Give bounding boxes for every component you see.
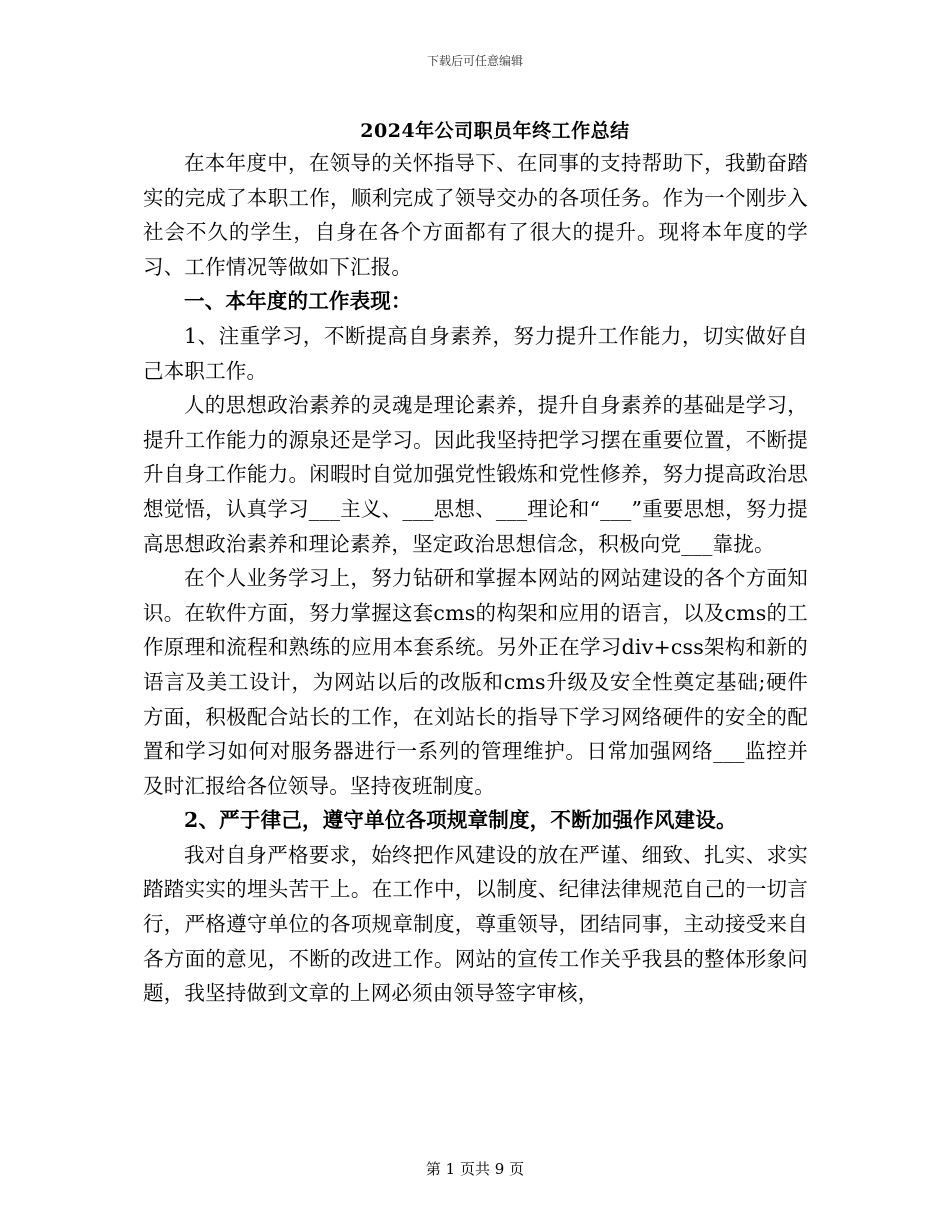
header-note: 下载后可任意编辑 <box>426 54 523 68</box>
paragraph-discipline: 我对自身严格要求，始终把作风建设的放在严谨、细致、扎实、求实踏踏实实的埋头苦干上。在工作中，以制度、纪律法律规范自己的一切言行，严格遵守单位的各项规章制度，尊重领导，团结同事，主动接受来自各方面的意见，不断的改进工作。网站的宣传工作关乎我县的整体形象问题，我坚持做到文章的上网必须由领导签字审核， <box>143 842 808 1006</box>
section-heading-1: 一、本年度的工作表现： <box>184 289 412 314</box>
subheading-2: 2、严于律己，遵守单位各项规章制度，不断加强作风建设。 <box>184 808 737 833</box>
document-body <box>143 146 808 1011</box>
paragraph-intro: 在本年度中，在领导的关怀指导下、在同事的支持帮助下，我勤奋踏实的完成了本职工作，顺利完成了领导交办的各项任务。作为一个刚步入社会不久的学生，自身在各个方面都有了很大的提升。现将本年度的学习、工作情况等做如下汇报。 <box>143 151 808 279</box>
document-title: 2024年公司职员年终工作总结 <box>360 120 630 142</box>
page-number: 第 1 页共 9 页 <box>425 1160 525 1178</box>
subheading-1: 1、注重学习，不断提高自身素养，努力提升工作能力，切实做好自己本职工作。 <box>143 323 808 383</box>
paragraph-business-study: 在个人业务学习上，努力钻研和掌握本网站的网站建设的各个方面知识。在软件方面，努力掌握这套cms的构架和应用的语言，以及cms的工作原理和流程和熟练的应用本套系统。另外正在学习div+css架构和新的语言及美工设计，为网站以后的改版和cms升级及安全性奠定基础;硬件方面，积极配合站长的工作，在刘站长的指导下学习网络硬件的安全的配置和学习如何对服务器进行一系列的管理维护。日常加强网络___监控并及时汇报给各位领导。坚持夜班制度。 <box>143 566 808 798</box>
paragraph-study: 人的思想政治素养的灵魂是理论素养，提升自身素养的基础是学习，提升工作能力的源泉还是学习。因此我坚持把学习摆在重要位置，不断提升自身工作能力。闲暇时自觉加强党性锻炼和党性修养，努力提高政治思想觉悟，认真学习___主义、___思想、___理论和“___”重要思想，努力提高思想政治素养和理论素养，坚定政治思想信念，积极向党___靠拢。 <box>143 393 808 556</box>
